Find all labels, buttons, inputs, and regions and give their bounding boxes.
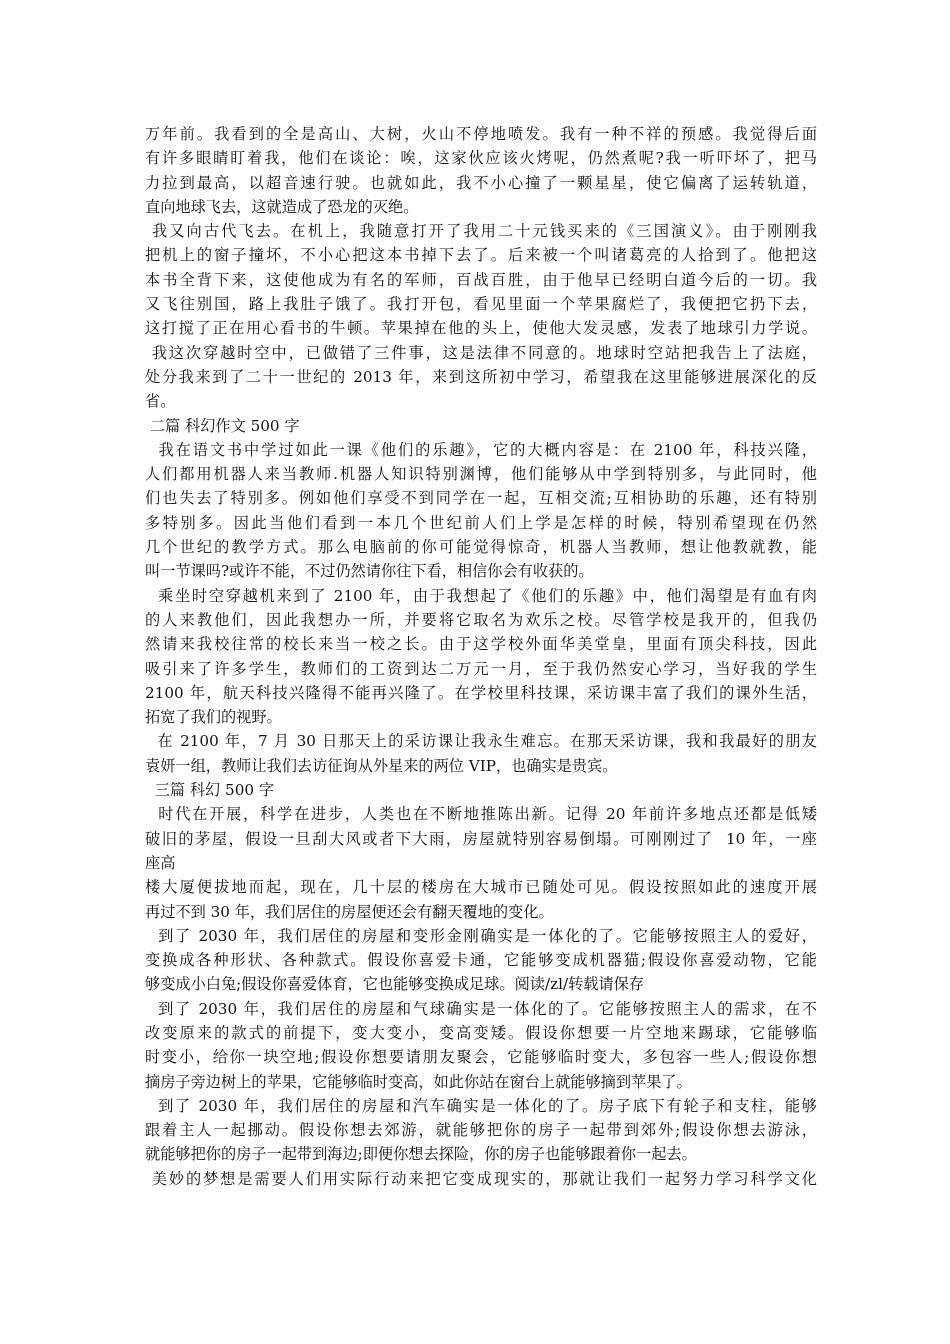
text-line: 就能够把你的房子一起带到海边;即便你想去探险，你的房子也能够跟着你一起去。 xyxy=(145,1145,697,1164)
text-line: 然请来我校往常的校长来当一校之长。由于这学校外面华美堂皇，里面有顶尖科技，因此 xyxy=(145,635,817,654)
text-line: 省。 xyxy=(145,392,176,411)
text-line: 到了 2030 年，我们居住的房屋和变形金刚确实是一体化的了。它能够按照主人的爱好， xyxy=(145,926,817,945)
section-heading: 二篇 科幻作文 500 字 xyxy=(145,416,300,435)
text-line: 够变成小白兔;假设你喜爱体育，它也能够变换成足球。阅读/zl/转载请保存 xyxy=(145,975,645,994)
text-line: 到了 2030 年，我们居住的房屋和气球确实是一体化的了。它能够按照主人的需求，在不 xyxy=(145,999,817,1018)
text-line: 叫一节课吗?或许不能，不过仍然请你往下看，相信你会有收获的。 xyxy=(145,562,594,581)
text-line: 直向地球飞去，这就造成了恐龙的灭绝。 xyxy=(145,197,419,216)
text-line: 楼大厦便拔地而起，现在，几十层的楼房在大城市已随处可见。假设按照如此的速度开展 xyxy=(145,878,817,897)
text-line: 吸引来了许多学生，教师们的工资到达二万元一月，至于我仍然安心学习，当好我的学生 xyxy=(145,659,817,678)
text-line: 乘坐时空穿越机来到了 2100 年，由于我想起了《他们的乐趣》中，他们渴望是有血有肉 xyxy=(145,586,817,605)
text-line: 有许多眼睛盯着我，他们在谈论：唉，这家伙应该火烤呢，仍然煮呢?我一听吓坏了，把马 xyxy=(145,149,817,168)
text-line: 座高 xyxy=(145,853,176,872)
text-line: 的人来教他们，因此我想办一所，并要将它取名为欢乐之校。尽管学校是我开的，但我仍 xyxy=(145,610,817,629)
text-line: 这打搅了正在用心看书的牛顿。苹果掉在他的头上，使他大发灵感，发表了地球引力学说。 xyxy=(145,319,817,338)
text-line: 本书全背下来，这使他成为有名的军师，百战百胜，由于他早已经明白道今后的一切。我 xyxy=(145,270,817,289)
text-line: 破旧的茅屋，假设一旦刮大风或者下大雨，房屋就特别容易倒塌。可刚刚过了 10 年，一座 xyxy=(145,829,817,848)
text-line: 我这次穿越时空中，已做错了三件事，这是法律不同意的。地球时空站把我告上了法庭， xyxy=(145,343,817,362)
text-line: 几个世纪的教学方式。那么电脑前的你可能觉得惊奇，机器人当教师，想让他教就教，能 xyxy=(145,538,817,557)
text-line: 到了 2030 年，我们居住的房屋和汽车确实是一体化的了。房子底下有轮子和支柱，能够 xyxy=(145,1096,817,1115)
text-line: 摘房子旁边树上的苹果，它能够临时变高，如此你站在窗台上就能够摘到苹果了。 xyxy=(145,1072,692,1091)
text-line: 处分我来到了二十一世纪的 2013 年，来到这所初中学习，希望我在这里能够进展深化的反 xyxy=(145,367,817,386)
text-line: 时代在开展，科学在进步，人类也在不断地推陈出新。记得 20 年前许多地点还都是低矮 xyxy=(145,805,817,824)
text-line: 在 2100 年，7 月 30 日那天上的采访课让我永生难忘。在那天采访课，我和我最好的朋友 xyxy=(145,732,817,751)
text-line: 变换成各种形状、各种款式。假设你喜爱卡通，它能够变成机器猫;假设你喜爱动物，它能 xyxy=(145,951,817,970)
text-line: 再过不到 30 年，我们居住的房屋便还会有翻天覆地的变化。 xyxy=(145,902,554,921)
text-line: 们也失去了特别多。例如他们享受不到同学在一起，互相交流;互相协助的乐趣，还有特别 xyxy=(145,489,817,508)
section-heading: 三篇 科幻 500 字 xyxy=(145,781,275,800)
text-line: 时变小，给你一块空地;假设你想要请朋友聚会，它能够临时变大，多包容一些人;假设你想 xyxy=(145,1048,817,1067)
text-line: 拓宽了我们的视野。 xyxy=(145,708,282,727)
text-line: 把机上的窗子撞坏，不小心把这本书掉下去了。后来被一个叫诸葛亮的人拾到了。他把这 xyxy=(145,246,817,265)
text-line: 力拉到最高，以超音速行驶。也就如此，我不小心撞了一颗星星，使它偏离了运转轨道， xyxy=(145,173,817,192)
text-line: 万年前。我看到的全是高山、大树，火山不停地喷发。我有一种不祥的预感。我觉得后面 xyxy=(145,125,817,143)
text-line: 袁妍一组，教师让我们去访征询从外星来的两位 VIP，也确实是贵宾。 xyxy=(145,756,618,775)
text-line: 又飞往别国，路上我肚子饿了。我打开包，看见里面一个苹果腐烂了，我便把它扔下去， xyxy=(145,295,817,314)
text-line: 我又向古代飞去。在机上，我随意打开了我用二十元钱买来的《三国演义》。由于刚刚我 xyxy=(145,222,817,241)
text-line: 跟着主人一起挪动。假设你想去郊游，就能够把你的房子一起带到郊外;假设你想去游泳， xyxy=(145,1121,817,1140)
text-line: 人们都用机器人来当教师.机器人知识特别渊博，他们能够从中学到特别多，与此同时，他 xyxy=(145,465,817,484)
text-line: 多特别多。因此当他们看到一本几个世纪前人们上学是怎样的时候，特别希望现在仍然 xyxy=(145,513,817,532)
text-line: 2100 年，航天科技兴隆得不能再兴隆了。在学校里科技课，采访课丰富了我们的课外生活， xyxy=(145,683,817,702)
text-line: 改变原来的款式的前提下，变大变小，变高变矮。假设你想要一片空地来踢球，它能够临 xyxy=(145,1023,817,1042)
document-body xyxy=(145,122,817,1191)
text-line: 我在语文书中学过如此一课《他们的乐趣》，它的大概内容是：在 2100 年，科技兴隆， xyxy=(145,440,817,459)
text-line: 美妙的梦想是需要人们用实际行动来把它变成现实的，那就让我们一起努力学习科学文化 xyxy=(145,1169,817,1188)
